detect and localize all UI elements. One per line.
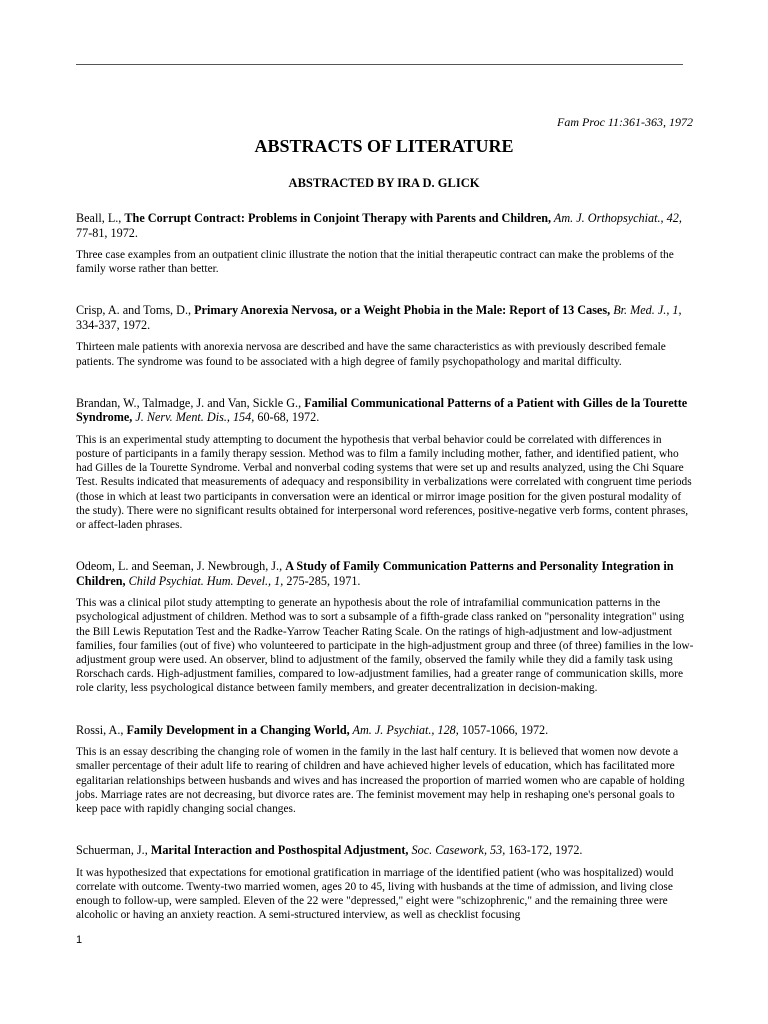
page-number: 1 [76, 934, 83, 946]
ref-title: Primary Anorexia Nervosa, or a Weight Phobia in the Male: Report of 13 Cases, [194, 303, 611, 318]
ref-journal: Br. Med. J., 1, [610, 303, 682, 318]
abstract-entry [76, 559, 694, 695]
reference [76, 559, 694, 588]
abstractor-byline: ABSTRACTED BY IRA D. GLICK [288, 176, 480, 190]
abstract-text: This is an experimental study attempting to document the hypothesis that verbal behavior could be correlated with differences in posture of participants in a family therapy session. Method was to film a family including mother, father, and identified patient, who had Gilles de la Tourette Syndrome. Verbal and nonverbal coding systems that were set up and results analyzed, using the Chi Square Test. Results indicated that measurements of adequacy and responsibility in verbalizations were correlated with congruent time periods (those in which at least two participants in conversation were an identical or mirror image position for the given postural modality of the study). There were no significant results obtained for interpersonal word references, positive-negative verb forms, content phrases, or affect-laden phrases. [76, 433, 692, 532]
abstract-list [76, 211, 694, 949]
ref-journal: J. Nerv. Ment. Dis., 154, [132, 410, 255, 425]
ref-authors: Crisp, A. and Toms, D., [76, 303, 195, 318]
ref-title: Family Development in a Changing World, [126, 722, 350, 737]
abstract-entry [76, 843, 694, 922]
ref-authors: Brandan, W., Talmadge, J. and Van, Sickle G., [76, 395, 305, 410]
ref-title: A Study of Family Communication Patterns and Personality Integration in Children, [76, 559, 674, 588]
ref-authors: Odeom, L. and Seeman, J. Newbrough, J., [76, 559, 286, 574]
ref-authors: Rossi, A., [76, 722, 127, 737]
ref-title: The Corrupt Contract: Problems in Conjoint Therapy with Parents and Children, [124, 211, 552, 225]
header-rule [76, 64, 683, 65]
page-title: ABSTRACTS OF LITERATURE [254, 136, 514, 156]
abstract-text: This is an essay describing the changing role of women in the family in the last half century. It is believed that women now devote a smaller percentage of their adult life to rearing of children and have achieved higher levels of education, which has facilitated more egalitarian relationships between husbands and wives and has increased the proportion of married women who are capable of holding jobs. Marriage rates are not decreasing, but divorce rates are. The feminist movement may help in reshaping one's personal goals to keep pace with rapidly changing social changes. [76, 746, 685, 815]
reference [76, 396, 694, 425]
ref-journal: Soc. Casework, 53, [408, 843, 506, 858]
ref-pages: 334-337, 1972. [76, 317, 151, 332]
reference [76, 723, 694, 738]
ref-pages: 60-68, 1972. [254, 410, 320, 425]
abstract-text: This was a clinical pilot study attempting to generate an hypothesis about the role of intrafamilial communication patterns in the psychological adjustment of children. Method was to sort a subsample of a fifth-grade class ranked on "personality integration" using the Bill Lewis Reputation Test and the Radke-Yarrow Teacher Rating Scale. On the ratings of high-adjustment and low-adjustment families, four families (out of five) who volunteered to participate in the high-adjustment group and three (of three) families in the low-adjustment group were used. An observer, blind to adjustment of the family, observed the family while they did a family task using Rorschach cards. High-adjustment families, compared to low-adjustment families, had a greater range of communication skills, more role clarity, less psychological distance between family members, and greater decentralization in decision-making. [76, 597, 694, 695]
ref-authors: Schuerman, J., [76, 843, 151, 858]
ref-pages: 1057-1066, 1972. [458, 722, 549, 737]
ref-journal: Am. J. Orthopsychiat., 42, [551, 211, 682, 225]
ref-pages: 163-172, 1972. [505, 843, 583, 858]
abstract-entry [76, 723, 694, 817]
ref-title: Familial Communicational Patterns of a Patient with Gilles de la Tourette Syndrome, [76, 395, 688, 425]
ref-journal: Am. J. Psychiat., 128, [349, 722, 459, 737]
ref-title: Marital Interaction and Posthospital Adjustment, [150, 843, 409, 858]
reference [76, 843, 694, 858]
abstract-text: Thirteen male patients with anorexia nervosa are described and have the same characteristics as with previously described female patients. The syndrome was found to be associated with a high degree of family psychopathology and marital difficulty. [76, 341, 666, 368]
reference [76, 211, 694, 240]
abstract-text: Three case examples from an outpatient clinic illustrate the notion that the initial therapeutic contract can make the problems of the family worse rather than better. [76, 249, 674, 276]
journal-citation: Fam Proc 11:361-363, 1972 [557, 115, 693, 129]
abstract-text: It was hypothesized that expectations for emotional gratification in marriage of the identified patient (who was hospitalized) would correlate with outcome. Twenty-two married women, ages 20 to 45, living with husbands at the time of admission, and living close enough to follow-up, were sampled. Eleven of the 22 were "depressed," eight were "schizophrenic," and the remaining three were alcoholic or having an anxiety reaction. A semi-structured interview, as well as checklist focusing [76, 866, 674, 922]
ref-pages: 275-285, 1971. [283, 573, 361, 588]
abstract-entry [76, 303, 694, 368]
abstract-entry [76, 396, 694, 532]
abstract-entry [76, 211, 694, 276]
ref-journal: Child Psychiat. Hum. Devel., 1, [125, 573, 284, 588]
ref-authors: Beall, L., [76, 211, 125, 225]
ref-pages: 77-81, 1972. [76, 225, 138, 240]
reference [76, 303, 694, 332]
